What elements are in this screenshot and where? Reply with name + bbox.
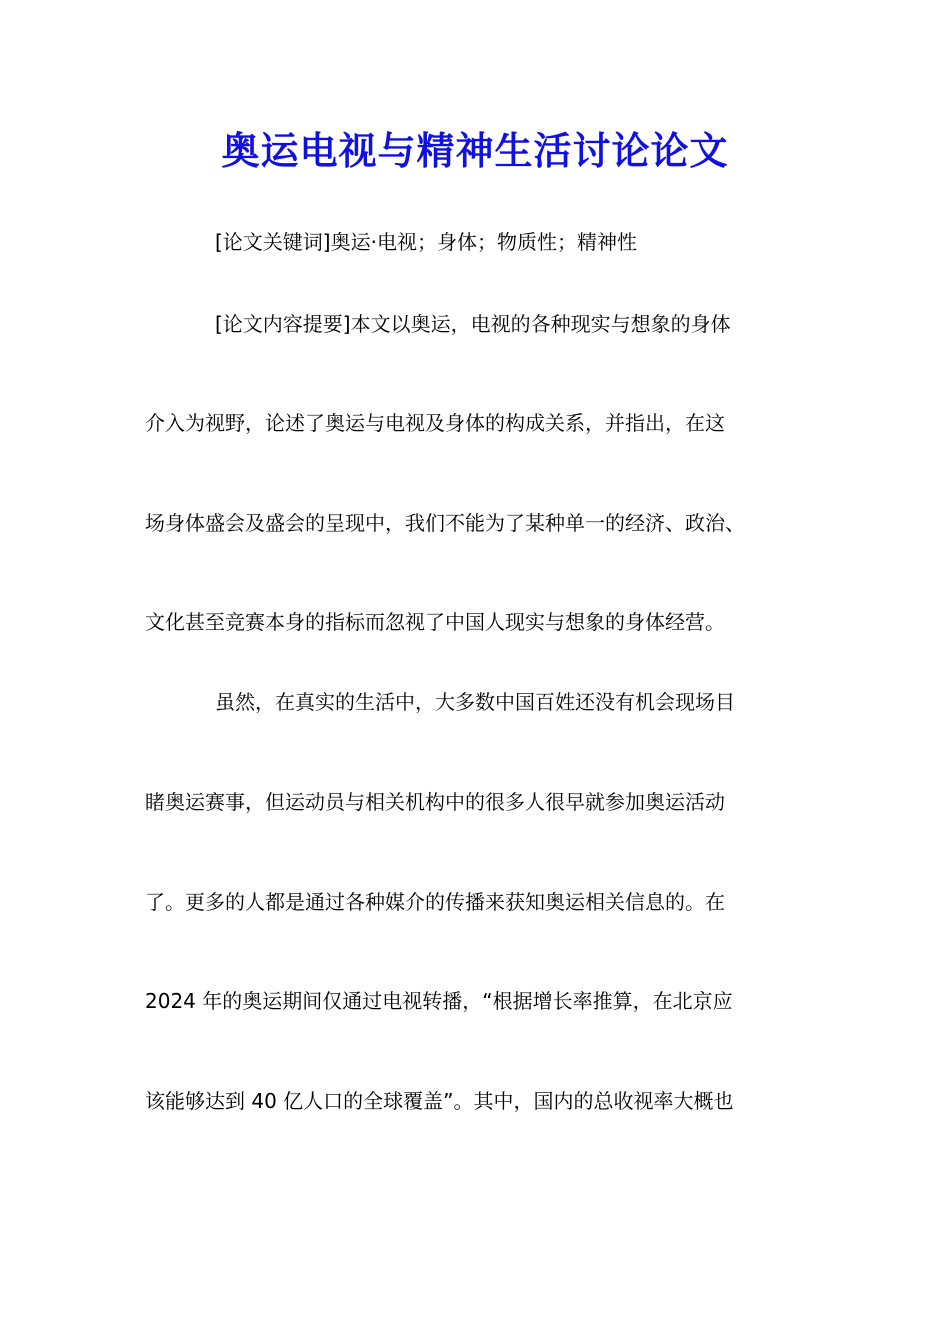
text-line: 睹奥运赛事，但运动员与相关机构中的很多人很早就参加奥运活动 bbox=[145, 790, 725, 814]
text-line: 该能够达到 40 亿人口的全球覆盖”。其中，国内的总收视率大概也 bbox=[145, 1089, 734, 1113]
text-line: 虽然，在真实的生活中，大多数中国百姓还没有机会现场目 bbox=[215, 690, 735, 714]
keywords-line: [论文关键词]奥运·电视；身体；物质性；精神性 bbox=[215, 230, 637, 254]
text-line: 场身体盛会及盛会的呈现中，我们不能为了某种单一的经济、政治、 bbox=[145, 511, 745, 535]
text-line: 介入为视野，论述了奥运与电视及身体的构成关系，并指出，在这 bbox=[145, 411, 725, 435]
page-title: 奥运电视与精神生活讨论论文 bbox=[221, 128, 729, 173]
text-line: 2024 年的奥运期间仅通过电视转播，“根据增长率推算，在北京应 bbox=[145, 989, 733, 1013]
text-line: [论文内容提要]本文以奥运，电视的各种现实与想象的身体 bbox=[215, 312, 731, 336]
text-line: 了。更多的人都是通过各种媒介的传播来获知奥运相关信息的。在 bbox=[145, 890, 725, 914]
text-line: 文化甚至竞赛本身的指标而忽视了中国人现实与想象的身体经营。 bbox=[145, 610, 725, 634]
